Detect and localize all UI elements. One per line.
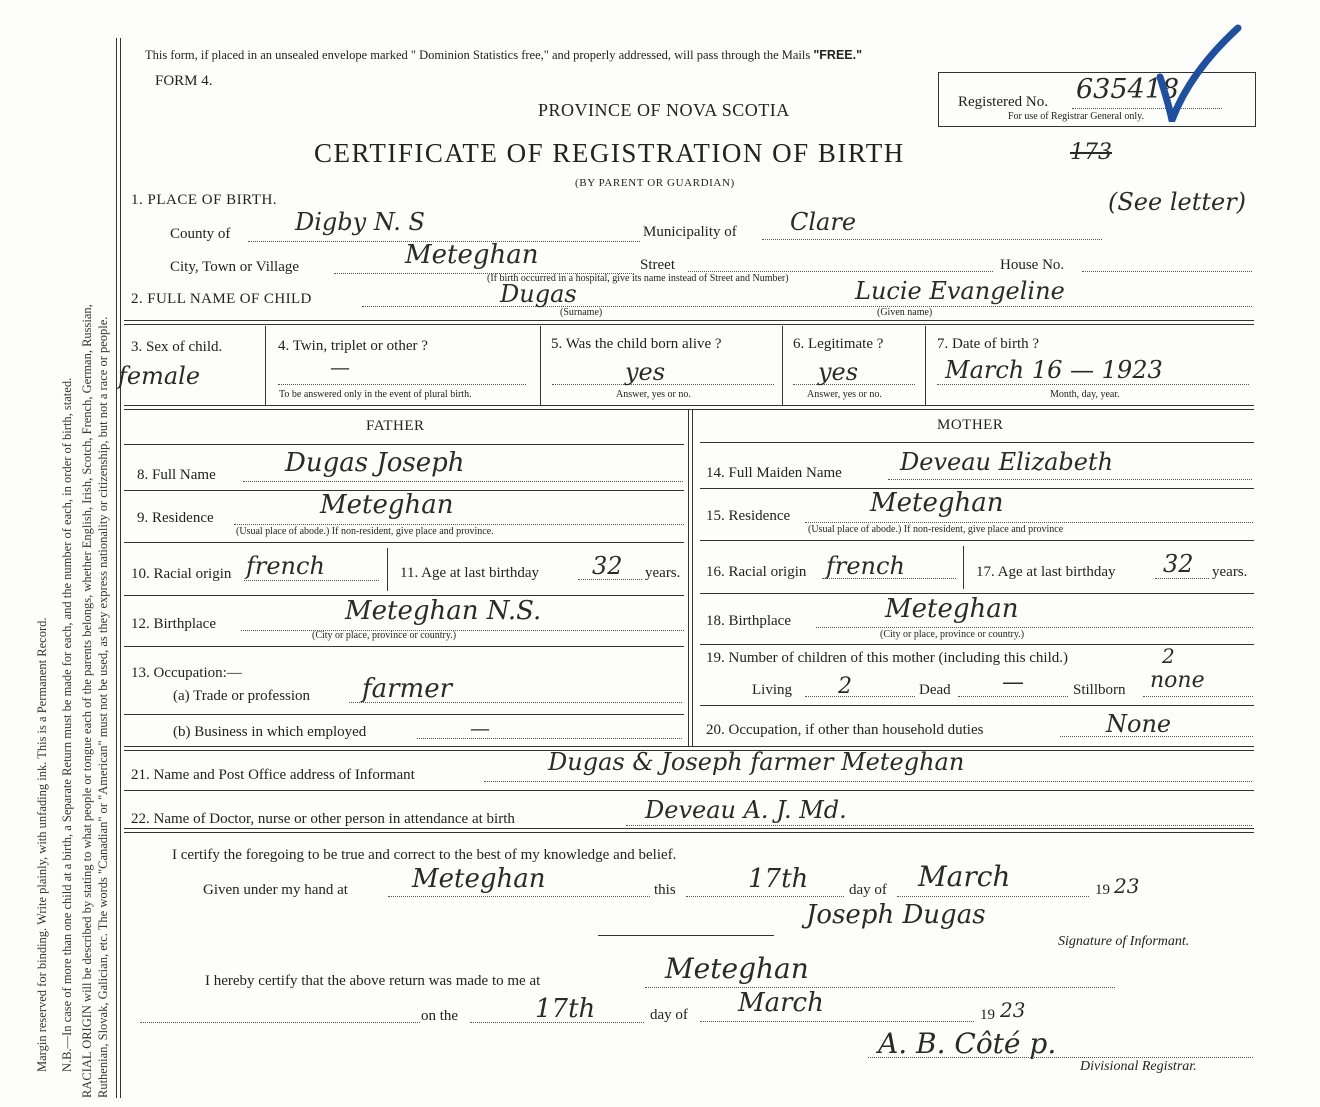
- father-occupation-label: 13. Occupation:—: [131, 665, 242, 681]
- house-number-label: House No.: [1000, 257, 1065, 273]
- legitimate-label: 6. Legitimate ?: [793, 336, 884, 352]
- dots: [805, 522, 1253, 523]
- on-the-label: on the: [421, 1008, 459, 1024]
- dots: [244, 580, 379, 581]
- return-year-value: 23: [1000, 998, 1026, 1022]
- twin-note: To be answered only in the event of plural birth.: [279, 389, 472, 400]
- dots: [1143, 696, 1253, 697]
- stillborn-label: Stillborn: [1073, 682, 1126, 698]
- dots: [805, 696, 915, 697]
- divider: [925, 326, 926, 406]
- certificate-title: CERTIFICATE OF REGISTRATION OF BIRTH: [314, 138, 905, 168]
- sex-label: 3. Sex of child.: [131, 339, 223, 355]
- return-statement: I hereby certify that the above return was made to me at: [205, 973, 541, 989]
- margin-racial-origin-note: RACIAL ORIGIN will be described by stating to what people or tongue each of the parents belongs, whether English, Irish, Scotch, French, German, Russian,: [80, 304, 94, 1098]
- living-label: Living: [752, 682, 792, 698]
- father-residence-label: 9. Residence: [137, 510, 214, 526]
- born-alive-value: yes: [625, 358, 666, 386]
- rule: [700, 705, 1254, 706]
- rule: [700, 442, 1254, 443]
- given-under-label: Given under my hand at: [203, 882, 348, 898]
- county-label: County of: [170, 226, 231, 242]
- business-label: (b) Business in which employed: [173, 724, 367, 740]
- margin-rule: [116, 38, 117, 1098]
- mother-name-value: Deveau Elizabeth: [900, 448, 1114, 476]
- dots: [626, 825, 1252, 826]
- dob-dots: [937, 384, 1249, 385]
- rule-after-doctor: [124, 828, 1254, 833]
- dots: [417, 738, 682, 739]
- dead-label: Dead: [919, 682, 951, 698]
- return-year-prefix: 19: [980, 1007, 995, 1023]
- date-of-birth-label: 7. Date of birth ?: [937, 336, 1040, 352]
- given-place-value: Meteghan: [412, 864, 546, 894]
- registered-label: Registered No.: [958, 94, 1048, 110]
- house-dots: [1082, 271, 1252, 272]
- dots: [686, 896, 844, 897]
- certify-statement: I certify the foregoing to be true and correct to the best of my knowledge and belief.: [172, 847, 677, 863]
- informant-signature: Joseph Dugas: [806, 900, 986, 930]
- see-letter-note: (See letter): [1108, 188, 1247, 216]
- divider: [540, 326, 541, 406]
- dots: [868, 1057, 1253, 1058]
- dots: [388, 896, 650, 897]
- dots: [897, 896, 1089, 897]
- father-residence-value: Meteghan: [320, 490, 454, 520]
- mother-occupation-label: 20. Occupation, if other than household duties: [706, 722, 984, 738]
- year-prefix: 19: [1095, 882, 1110, 898]
- mother-birthplace-note: (City or place, province or country.): [880, 629, 1025, 640]
- mother-name-label: 14. Full Maiden Name: [706, 465, 842, 481]
- informant-label: 21. Name and Post Office address of Informant: [131, 767, 415, 783]
- mother-age-label: 17. Age at last birthday: [976, 564, 1116, 580]
- dots: [700, 1021, 974, 1022]
- rule-after-name: [124, 320, 1254, 325]
- rule: [124, 790, 1254, 791]
- mother-occupation-value: None: [1106, 710, 1172, 738]
- father-birthplace-note: (City or place, province or country.): [312, 630, 457, 641]
- signature-line: [598, 935, 774, 936]
- return-day-value: 17th: [535, 994, 596, 1024]
- child-name-label: 2. FULL NAME OF CHILD: [131, 291, 312, 307]
- municipality-label: Municipality of: [643, 224, 737, 240]
- date-of-birth-value: March 16 — 1923: [945, 356, 1163, 384]
- return-place-value: Meteghan: [665, 952, 809, 985]
- mother-age-value: 32: [1163, 550, 1194, 578]
- mother-age-unit: years.: [1212, 564, 1248, 580]
- province-heading: PROVINCE OF NOVA SCOTIA: [538, 100, 790, 120]
- doctor-label: 22. Name of Doctor, nurse or other person in attendance at birth: [131, 811, 515, 827]
- registrar-caption: Divisional Registrar.: [1080, 1059, 1197, 1074]
- given-day-value: 17th: [748, 864, 809, 894]
- child-surname: Dugas: [500, 280, 577, 308]
- mother-heading: MOTHER: [937, 417, 1004, 433]
- mother-residence-label: 15. Residence: [706, 508, 791, 524]
- rule: [124, 542, 684, 543]
- dots: [888, 479, 1252, 480]
- registrar-note: For use of Registrar General only.: [1008, 111, 1144, 122]
- father-birthplace-label: 12. Birthplace: [131, 616, 216, 632]
- dots: [1155, 578, 1209, 579]
- dots: [484, 781, 1252, 782]
- mail-notice: This form, if placed in an unsealed envelope marked " Dominion Statistics free," and properly addressed, will pass through the Mails "FREE.": [145, 48, 863, 62]
- check-mark-icon: [1150, 22, 1250, 122]
- dead-value: —: [1002, 670, 1024, 695]
- city-value: Meteghan: [405, 240, 539, 270]
- father-race-value: french: [246, 552, 325, 580]
- margin-binding-note: Margin reserved for binding. Write plainly, with unfading ink. This is a Permanent Record.: [35, 617, 49, 1072]
- dots: [234, 524, 684, 525]
- sex-value: female: [118, 362, 201, 390]
- living-value: 2: [838, 674, 852, 699]
- hospital-note: (If birth occurred in a hospital, give its name instead of Street and Number): [487, 273, 789, 284]
- divider: [782, 326, 783, 406]
- dots: [645, 987, 1115, 988]
- year-value: 23: [1114, 874, 1140, 898]
- street-dots: [688, 271, 993, 272]
- signature-caption: Signature of Informant.: [1058, 934, 1190, 949]
- dots: [140, 1022, 420, 1023]
- form-number: FORM 4.: [155, 73, 213, 89]
- dots: [958, 696, 1068, 697]
- given-month-value: March: [918, 860, 1011, 893]
- father-mother-divider-2: [692, 410, 693, 747]
- street-label: Street: [640, 257, 675, 273]
- father-age-value: 32: [592, 552, 623, 580]
- child-given-name: Lucie Evangeline: [855, 277, 1065, 305]
- stillborn-value: none: [1150, 668, 1205, 693]
- father-birthplace-value: Meteghan N.S.: [345, 596, 542, 626]
- registered-value: 635418: [1076, 74, 1180, 105]
- rule-after-child-row: [124, 405, 1254, 410]
- child-name-dots: [362, 306, 1252, 307]
- born-alive-label: 5. Was the child born alive ?: [551, 336, 722, 352]
- mother-birthplace-label: 18. Birthplace: [706, 613, 791, 629]
- given-name-caption: (Given name): [877, 307, 933, 318]
- city-label: City, Town or Village: [170, 259, 300, 275]
- this-label: this: [654, 882, 676, 898]
- margin-racial-origin-note-2: Ruthenian, Slovak, Galician, etc. The words "Canadian" or "American" must not be used, as they express nationality or citizenship, but not a race or people.: [96, 316, 110, 1098]
- divider: [265, 326, 266, 406]
- date-of-birth-note: Month, day, year.: [1050, 389, 1120, 400]
- margin-nb-note: N.B.—In case of more than one child at a birth, a Separate Return must be made for each, and the number of each, in order of birth, stated.: [60, 377, 74, 1072]
- certificate-subtitle: (BY PARENT OR GUARDIAN): [575, 177, 735, 189]
- father-age-unit: years.: [645, 565, 681, 581]
- business-value: —: [470, 716, 490, 740]
- mother-race-label: 16. Racial origin: [706, 564, 807, 580]
- children-count-label: 19. Number of children of this mother (including this child.): [706, 650, 1069, 666]
- rule: [700, 540, 1254, 541]
- father-age-label: 11. Age at last birthday: [400, 565, 539, 581]
- dots: [816, 627, 1253, 628]
- day-of-label: day of: [849, 882, 887, 898]
- twin-value: —: [330, 355, 350, 379]
- margin-rule-inner: [120, 38, 121, 1098]
- trade-label: (a) Trade or profession: [173, 688, 311, 704]
- registrar-signature: A. B. Côté p.: [878, 1027, 1057, 1060]
- father-name-value: Dugas Joseph: [285, 448, 465, 478]
- municipality-dots: [762, 239, 1102, 240]
- dots: [243, 481, 683, 482]
- children-count-value: 2: [1162, 644, 1175, 668]
- surname-caption: (Surname): [560, 307, 603, 318]
- return-month-value: March: [738, 988, 824, 1018]
- mother-residence-note: (Usual place of abode.) If non-resident, give place and province: [808, 524, 1064, 535]
- father-race-label: 10. Racial origin: [131, 566, 232, 582]
- mother-race-value: french: [826, 552, 905, 580]
- return-day-of-label: day of: [650, 1007, 688, 1023]
- legitimate-value: yes: [818, 358, 859, 386]
- legitimate-note: Answer, yes or no.: [807, 389, 882, 400]
- rule: [124, 714, 684, 715]
- county-value: Digby N. S: [295, 208, 425, 236]
- father-heading: FATHER: [366, 418, 425, 434]
- twin-dots: [278, 384, 526, 385]
- born-alive-note: Answer, yes or no.: [616, 389, 691, 400]
- informant-value: Dugas & Joseph farmer Meteghan: [548, 748, 965, 776]
- father-name-label: 8. Full Name: [137, 467, 216, 483]
- father-mother-divider: [688, 410, 689, 747]
- mother-residence-value: Meteghan: [870, 488, 1004, 518]
- twin-label: 4. Twin, triplet or other ?: [278, 338, 428, 354]
- title-mark: 173: [1070, 140, 1112, 165]
- rule: [124, 646, 684, 647]
- rule: [124, 444, 684, 445]
- divider: [963, 546, 964, 589]
- divider: [387, 548, 388, 591]
- father-residence-note: (Usual place of abode.) If non-resident, give place and province.: [236, 526, 494, 537]
- municipality-value: Clare: [790, 208, 857, 236]
- mother-birthplace-value: Meteghan: [885, 594, 1019, 624]
- doctor-value: Deveau A. J. Md.: [645, 796, 847, 824]
- trade-value: farmer: [362, 674, 453, 704]
- dots: [241, 630, 684, 631]
- place-of-birth-label: 1. PLACE OF BIRTH.: [131, 192, 278, 208]
